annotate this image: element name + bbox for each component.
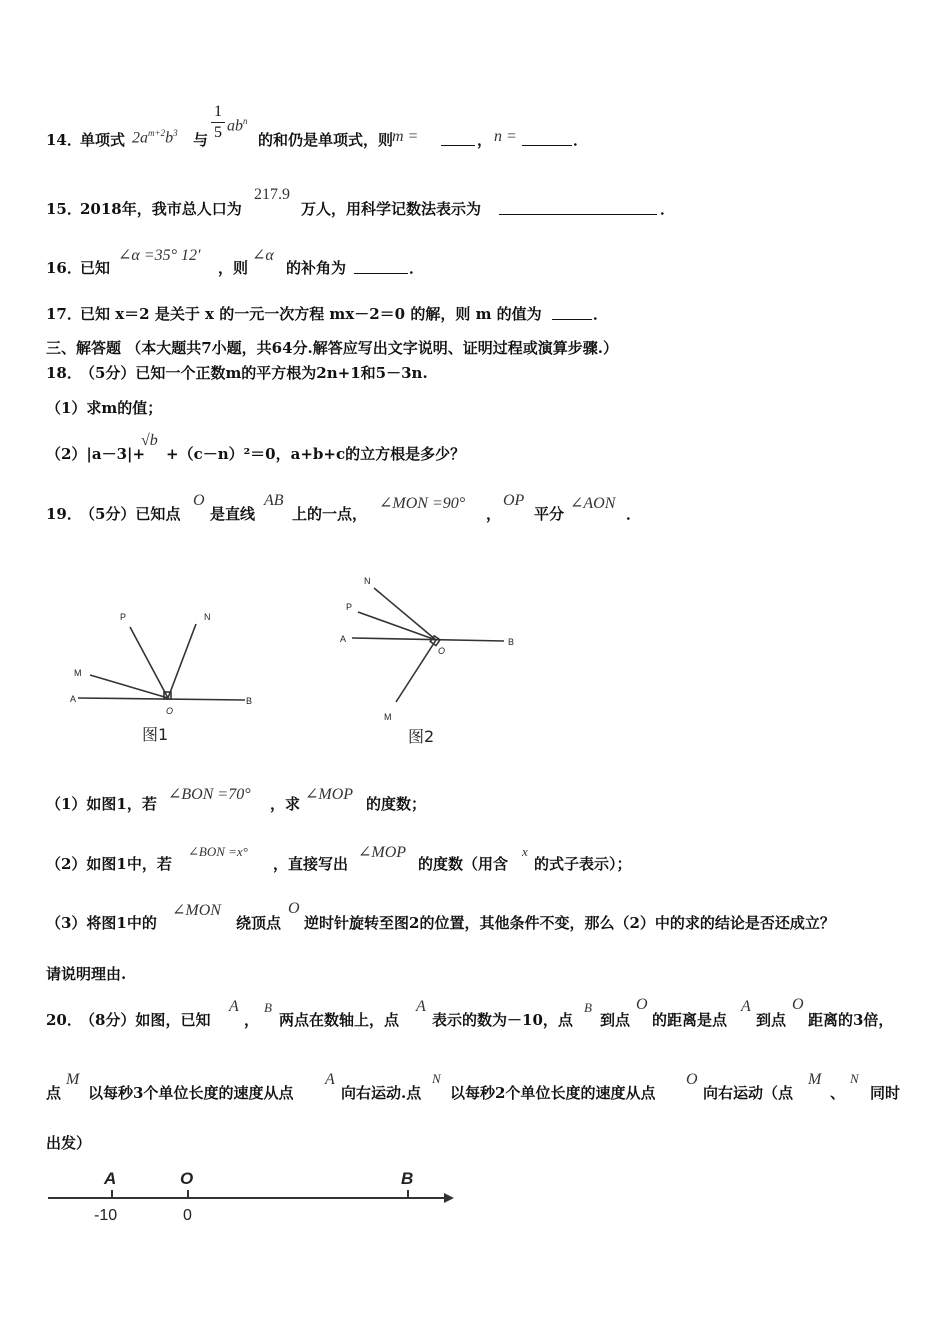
q19-angle-mop-2: ∠MOP — [358, 844, 407, 861]
q14-n-eq: n = — [494, 128, 517, 145]
q19-text-5: 平分 — [534, 505, 565, 523]
q20-line2-c: 向右运动.点 — [341, 1084, 422, 1102]
q19-part-2a: （2）如图1中，若 — [46, 855, 172, 873]
q20-text-4: 表示的数为－10，点 — [432, 1011, 573, 1029]
q15-number: 15． — [46, 200, 82, 218]
q19-part-3a: （3）将图1中的 — [46, 914, 157, 932]
q15-text-2: 万人，用科学记数法表示为 — [301, 200, 482, 218]
q14-fraction: 1 5 — [211, 103, 225, 142]
q16-text-2: ，则 — [218, 259, 249, 277]
q20-point-n-2: N — [850, 1071, 859, 1086]
q16-text-3: 的补角为 — [286, 259, 347, 277]
q16-end: ． — [409, 259, 425, 277]
q14-m-eq: m = — [392, 128, 419, 145]
q16-number: 16． — [46, 259, 82, 277]
q16-angle-alpha: ∠α — [252, 247, 274, 264]
q14-n-blank — [522, 131, 572, 146]
fig1-label-m: M — [74, 668, 82, 678]
q16-angle-expr: ∠α =35° 12′ — [118, 247, 201, 264]
q14-monomial-1: $2a^{m+2}b^3$ — [132, 128, 178, 147]
q19-angle-bon-x: ∠BON =x° — [188, 844, 248, 859]
fig1-label-b: B — [246, 696, 253, 706]
q18-part-2a: （2）|a－3|+ — [46, 445, 146, 463]
q15-text: 2018年，我市总人口为 — [80, 200, 242, 218]
fig2-label-b: B — [508, 637, 515, 647]
q19-part-1a: （1）如图1，若 — [46, 795, 157, 813]
q19-number: 19． — [46, 505, 82, 523]
q14-sep: ， — [477, 131, 493, 149]
axis-label-b: B — [401, 1169, 414, 1188]
q14-text-pre: 单项式 — [80, 131, 126, 149]
q18-sqrt-b: √b — [141, 432, 158, 449]
q20-point-n: N — [432, 1071, 441, 1086]
q20-number: 20． — [46, 1011, 82, 1029]
q17-blank — [552, 305, 592, 320]
q20-point-b-2: B — [584, 1000, 592, 1015]
q19-text-2: 是直线 — [210, 505, 256, 523]
fig2-label-p: P — [346, 602, 353, 612]
q19-part-3b: 绕顶点 — [236, 914, 282, 932]
q19-angle-aon: ∠AON — [570, 495, 616, 512]
q20-point-o: O — [636, 996, 648, 1013]
q20-line2-e: 向右运动（点 — [703, 1084, 794, 1102]
q20-text-7: 到点 — [756, 1011, 787, 1029]
q20-point-a-2: A — [416, 998, 426, 1015]
fig1-label-n: N — [204, 612, 211, 622]
q20-line2-a: 点 — [46, 1084, 62, 1102]
section-title: 三、解答题 （本大题共7小题，共64分.解答应写出文字说明、证明过程或演算步骤.） — [46, 339, 618, 357]
q20-text-5: 到点 — [600, 1011, 631, 1029]
q19-angle-mon: ∠MON =90° — [379, 495, 466, 512]
fig2-label-n: N — [364, 576, 371, 586]
number-line-arrow-icon — [444, 1193, 454, 1203]
q14-text-mid: 与 — [193, 131, 209, 149]
q14-text-post: 的和仍是单项式，则 — [258, 131, 394, 149]
q18-text: （5分）已知一个正数m的平方根为2n+1和5－3n. — [80, 364, 428, 382]
q20-point-a-4: A — [325, 1071, 335, 1088]
q19-point-o-3: O — [288, 900, 300, 917]
q20-text-2: ， — [244, 1011, 260, 1029]
q14-monomial-2: $ab^n$ — [227, 116, 248, 135]
q17-number: 17． — [46, 305, 82, 323]
q20-text-1: （8分）如图，已知 — [80, 1011, 211, 1029]
axis-value-0: 0 — [183, 1207, 192, 1224]
q20-point-a-3: A — [741, 998, 751, 1015]
q19-part-3d: 请说明理由. — [46, 965, 127, 983]
q20-number-line — [40, 1160, 470, 1230]
q14-end: ． — [573, 131, 589, 149]
q19-part-2c: 的度数（用含 — [418, 855, 509, 873]
q20-line2-g: 同时 — [870, 1084, 901, 1102]
q20-point-m-2: M — [808, 1071, 822, 1088]
fig1-label-a: A — [70, 694, 77, 704]
q19-angle-mop-1: ∠MOP — [305, 786, 354, 803]
axis-label-a: A — [104, 1169, 117, 1188]
q19-text-4: ， — [486, 505, 502, 523]
q19-text-1: （5分）已知点 — [80, 505, 181, 523]
q20-point-m: M — [66, 1071, 80, 1088]
q20-line2-f: 、 — [830, 1084, 846, 1102]
q15-end: ． — [660, 200, 676, 218]
q18-part-1: （1）求m的值； — [46, 399, 163, 417]
q19-part-2b: ，直接写出 — [273, 855, 349, 873]
axis-label-o: O — [180, 1169, 194, 1188]
q15-value: 217.9 — [254, 186, 290, 203]
q20-point-o-2: O — [792, 996, 804, 1013]
q19-line-ab: AB — [264, 492, 284, 509]
q19-part-3c: 逆时针旋转至图2的位置，其他条件不变，那么（2）中的求的结论是否还成立？ — [304, 914, 835, 932]
fig1-label-p: P — [120, 612, 127, 622]
q20-text-6: 的距离是点 — [652, 1011, 728, 1029]
q16-blank — [354, 259, 408, 274]
q16-text: 已知 — [80, 259, 111, 277]
q18-part-2b: +（c－n）²＝0，a+b+c的立方根是多少？ — [166, 445, 466, 463]
axis-value-minus10: -10 — [94, 1207, 118, 1224]
q20-text-3: 两点在数轴上，点 — [279, 1011, 400, 1029]
q19-ray-op: OP — [503, 492, 525, 509]
q20-point-o-3: O — [686, 1071, 698, 1088]
q19-text-6: ． — [626, 505, 642, 523]
q20-point-a: A — [229, 998, 239, 1015]
q19-text-3: 上的一点， — [292, 505, 368, 523]
q19-figure-1 — [60, 600, 270, 750]
q20-text-8: 距离的3倍， — [808, 1011, 894, 1029]
q20-line2-d: 以每秒2个单位长度的速度从点 — [450, 1084, 656, 1102]
q17-text: 已知 x＝2 是关于 x 的一元一次方程 mx－2＝0 的解，则 m 的值为 — [80, 305, 542, 323]
q19-angle-bon-70: ∠BON =70° — [168, 786, 251, 803]
q15-blank — [499, 200, 657, 215]
q19-part-1c: 的度数； — [366, 795, 427, 813]
fig2-label-a: A — [340, 634, 347, 644]
q17-end: ． — [593, 305, 609, 323]
q14-m-blank — [441, 131, 475, 146]
q19-angle-mon-3: ∠MON — [172, 902, 221, 919]
fig2-label-m: M — [384, 712, 392, 722]
q19-figure-2 — [330, 570, 530, 750]
q20-line3: 出发） — [46, 1134, 92, 1152]
q19-part-2d: 的式子表示）； — [534, 855, 632, 873]
q20-point-b: B — [264, 1000, 272, 1015]
fig2-caption: 图2 — [408, 727, 435, 746]
q19-point-o: O — [193, 492, 205, 509]
fig1-label-o: O — [166, 706, 174, 716]
q19-part-1b: ，求 — [270, 795, 301, 813]
q14-number: 14． — [46, 131, 82, 149]
fig1-caption: 图1 — [142, 725, 169, 744]
q20-line2-b: 以每秒3个单位长度的速度从点 — [88, 1084, 294, 1102]
fig2-label-o: O — [438, 646, 446, 656]
q19-var-x: x — [522, 844, 528, 859]
q18-number: 18． — [46, 364, 82, 382]
